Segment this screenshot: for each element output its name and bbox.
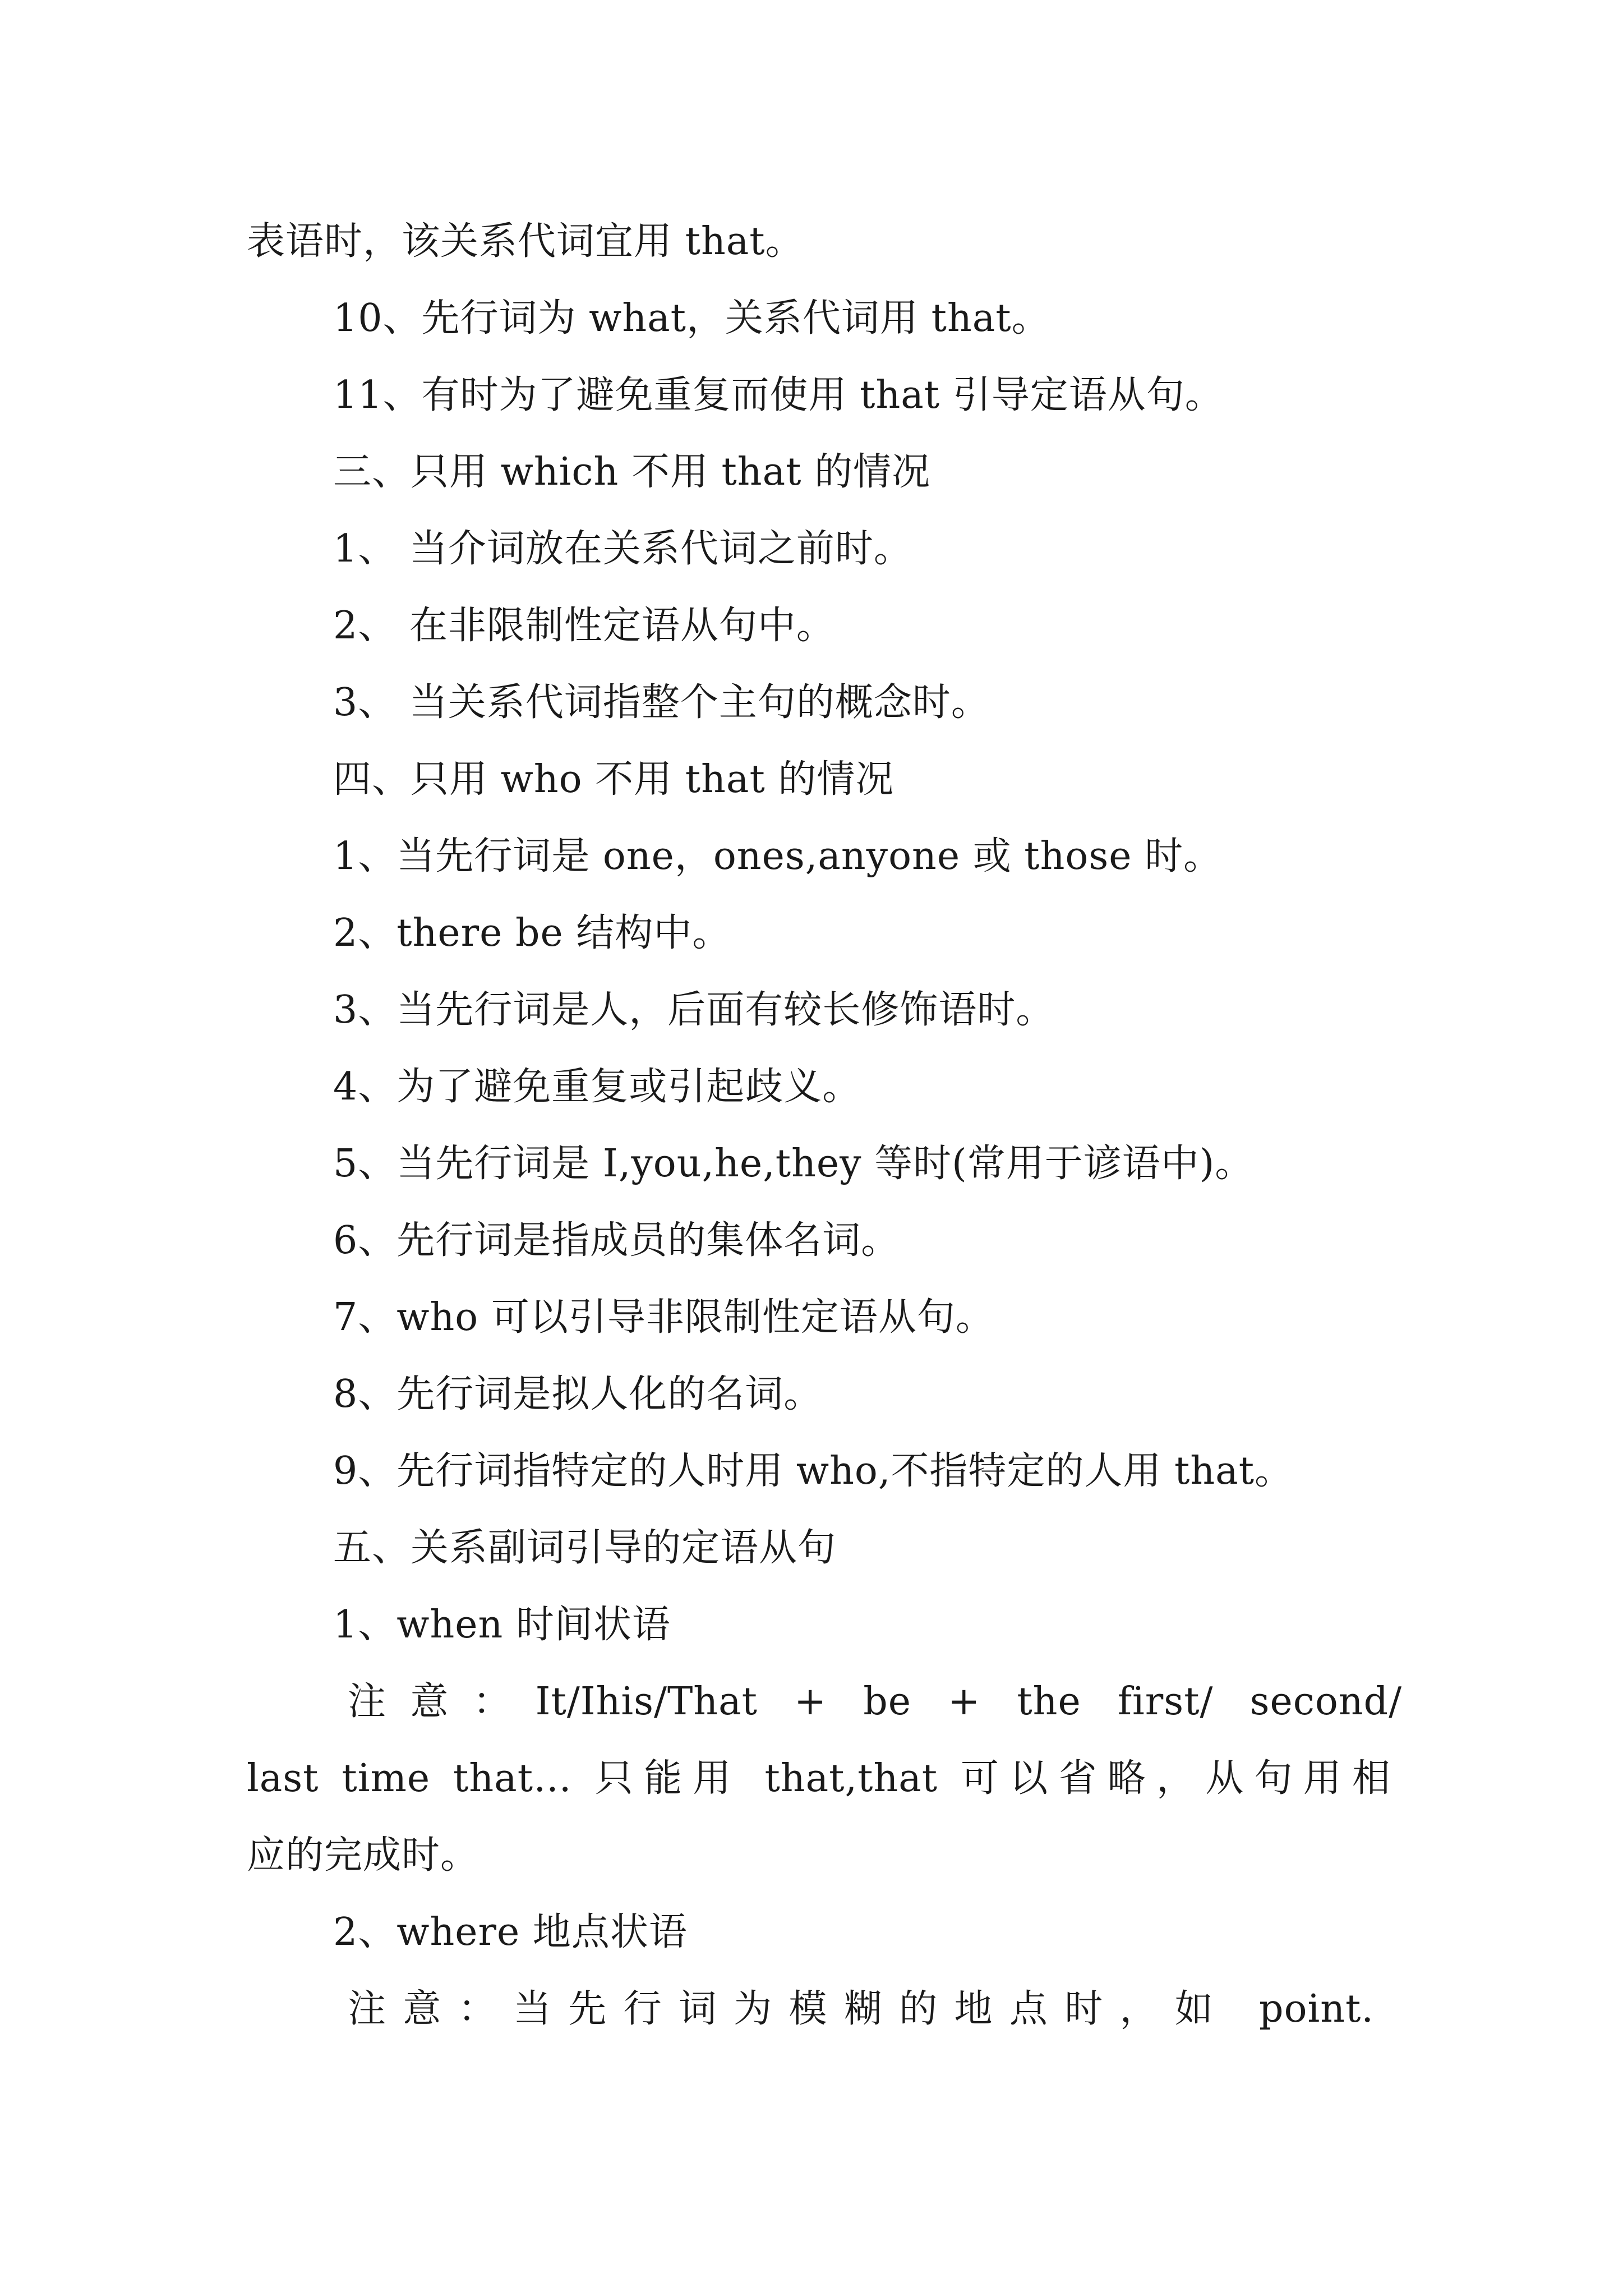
section-4-item-9: 9、先行词指特定的人时用 who,不指特定的人用 that。: [333, 1449, 1294, 1493]
section-4-item-5: 5、当先行词是 I,you,he,they 等时(常用于谚语中)。: [333, 1142, 1254, 1186]
section-heading-4: 四、只用 who 不用 that 的情况: [333, 757, 895, 802]
section-4-item-1: 1、当先行词是 one，ones,anyone 或 those 时。: [333, 834, 1223, 878]
text-line-continuation: 表语时，该关系代词宜用 that。: [247, 219, 804, 264]
section-4-item-8: 8、先行词是拟人化的名词。: [333, 1372, 823, 1416]
list-item-11: 11、有时为了避免重复而使用 that 引导定语从句。: [333, 373, 1224, 417]
note-when-line-3: 应的完成时。: [247, 1833, 479, 1878]
section-3-item-1: 1、 当介词放在关系代词之前时。: [333, 527, 912, 571]
section-4-item-4: 4、为了避免重复或引起歧义。: [333, 1065, 861, 1109]
section-4-item-6: 6、先行词是指成员的集体名词。: [333, 1218, 900, 1263]
section-4-item-2: 2、there be 结构中。: [333, 911, 731, 955]
section-3-item-2: 2、 在非限制性定语从句中。: [333, 604, 835, 648]
section-heading-5: 五、关系副词引导的定语从句: [333, 1526, 837, 1570]
section-5-item-1: 1、when 时间状语: [333, 1603, 671, 1647]
section-5-item-2: 2、where 地点状语: [333, 1910, 688, 1954]
section-heading-3: 三、只用 which 不用 that 的情况: [333, 450, 931, 494]
section-4-item-7: 7、who 可以引导非限制性定语从句。: [333, 1295, 994, 1340]
section-4-item-3: 3、当先行词是人，后面有较长修饰语时。: [333, 988, 1055, 1032]
list-item-10: 10、先行词为 what，关系代词用 that。: [333, 296, 1050, 341]
note-where-line-1: 注意：当先行词为模糊的地点时，如 point.: [348, 1987, 1374, 2031]
note-when-line-2: last time that… 只能用 that,that 可以省略，从句用相: [247, 1756, 1391, 1801]
section-3-item-3: 3、 当关系代词指整个主句的概念时。: [333, 680, 990, 725]
note-when-line-1: 注意：It/Ihis/That + be + the first/ second/: [348, 1680, 1402, 1724]
